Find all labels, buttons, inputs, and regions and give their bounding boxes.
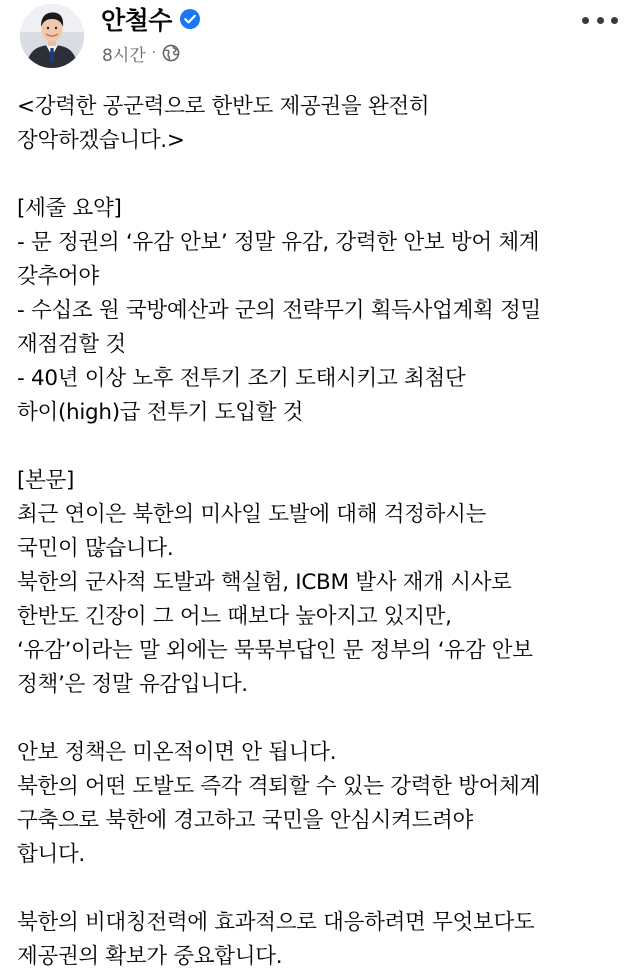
post-timestamp[interactable]: 8시간 [102, 45, 146, 66]
avatar[interactable] [20, 4, 84, 68]
author-name[interactable]: 안철수 [101, 6, 172, 35]
verified-badge-icon [179, 8, 201, 30]
meta-separator: · [151, 45, 157, 61]
post-text-line: ‘유감’이라는 말 외에는 묵묵부답인 문 정부의 ‘유감 안보 [17, 638, 533, 663]
post-text-line: 갖추어야 [17, 264, 99, 289]
globe-icon[interactable] [162, 44, 180, 62]
post-text-line: - 40년 이상 노후 전투기 조기 도태시키고 최첨단 [17, 366, 466, 391]
paragraph-gap [17, 430, 627, 464]
paragraph-gap [17, 872, 627, 906]
more-horizontal-icon [582, 17, 589, 24]
author-row [101, 2, 201, 36]
post-text-line: 재점검할 것 [17, 332, 126, 357]
post-text-line: - 문 정권의 ‘유감 안보’ 정말 유감, 강력한 안보 방어 체계 [17, 230, 540, 255]
post-text-line: 합니다. [17, 842, 85, 867]
post-text [17, 90, 627, 974]
post-text-line: 장악하겠습니다.> [17, 128, 185, 153]
post-text-line: 하이(high)급 전투기 도입할 것 [17, 400, 304, 425]
post-meta [102, 40, 180, 66]
paragraph-gap [17, 702, 627, 736]
post-text-line: <강력한 공군력으로 한반도 제공권을 완전히 [17, 94, 430, 119]
post-text-line: 북한의 군사적 도발과 핵실험, ICBM 발사 재개 시사로 [17, 570, 512, 595]
more-options-button[interactable] [582, 10, 618, 30]
post-text-line: 구축으로 북한에 경고하고 국민을 안심시켜드려야 [17, 808, 473, 833]
post-text-line: - 수십조 원 국방예산과 군의 전략무기 획득사업계획 정밀 [17, 298, 541, 323]
post-text-line: [본문] [17, 468, 75, 493]
post-text-line: 최근 연이은 북한의 미사일 도발에 대해 걱정하시는 [17, 502, 487, 527]
paragraph-gap [17, 158, 627, 192]
post-text-line: 제공권의 확보가 중요합니다. [17, 944, 283, 969]
post-text-line: 북한의 어떤 도발도 즉각 격퇴할 수 있는 강력한 방어체계 [17, 774, 541, 799]
post-header [0, 0, 640, 82]
post-text-line: 북한의 비대칭전력에 효과적으로 대응하려면 무엇보다도 [17, 910, 535, 935]
post-text-line: 국민이 많습니다. [17, 536, 174, 561]
post-text-line: [세줄 요약] [17, 196, 122, 221]
profile-photo [20, 4, 84, 68]
post-text-line: 한반도 긴장이 그 어느 때보다 높아지고 있지만, [17, 604, 452, 629]
post-text-line: 정책’은 정말 유감입니다. [17, 672, 248, 697]
post-text-line: 안보 정책은 미온적이면 안 됩니다. [17, 740, 337, 765]
